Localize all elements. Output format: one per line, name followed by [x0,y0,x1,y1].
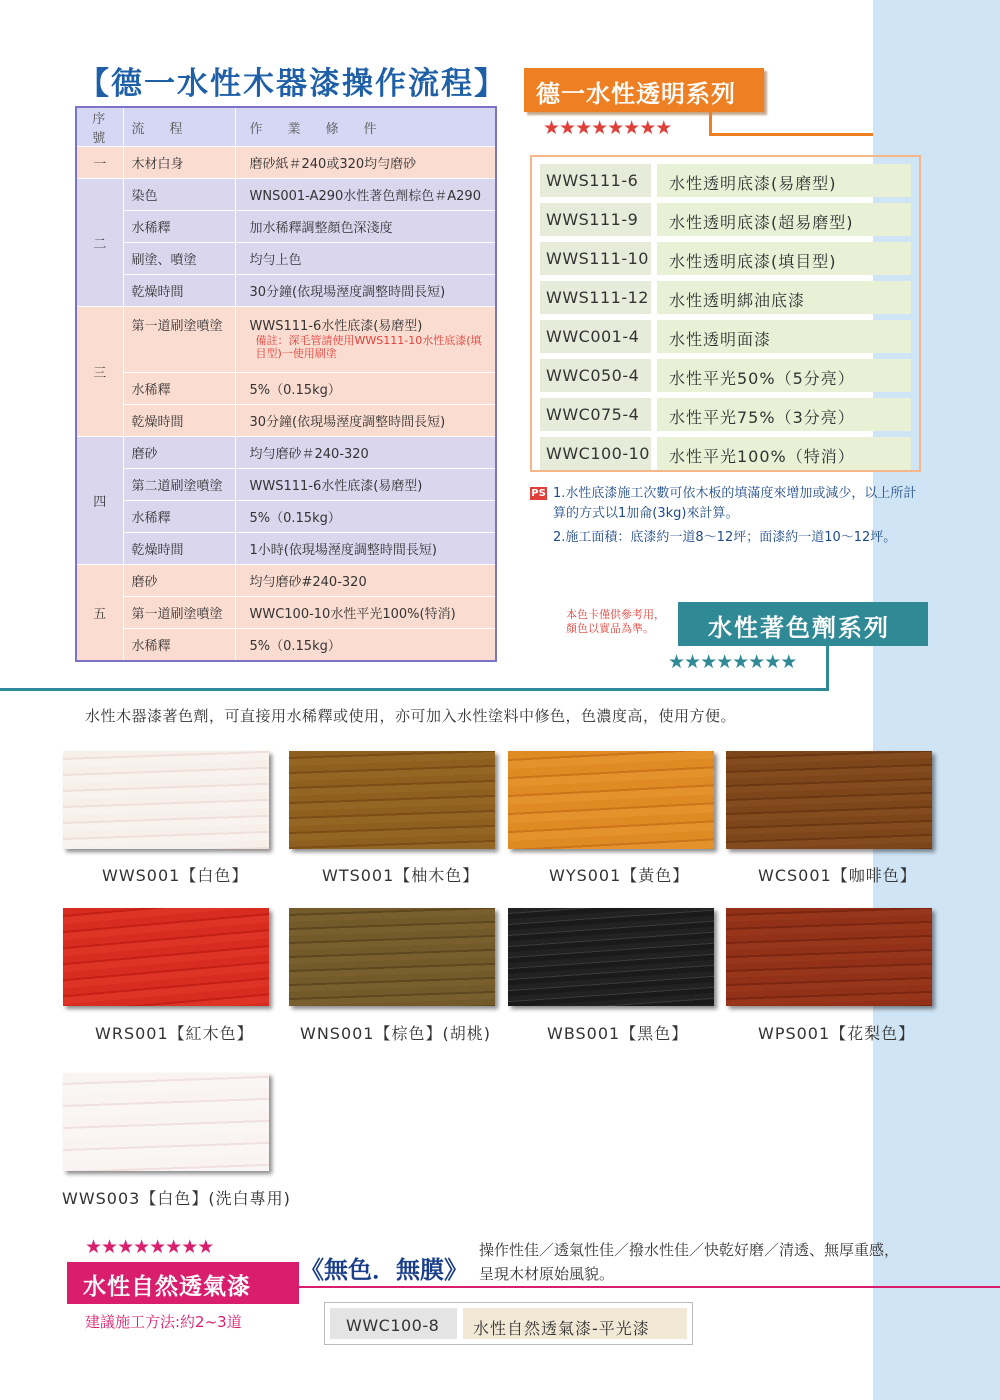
ps-notes [553,484,923,548]
product-code: WWC050-4 [540,359,651,392]
step-cell: 水稀釋 [123,373,235,405]
color-swatch [726,908,932,1006]
pink-divider [299,1286,1000,1288]
natural-slogan: 《無色．無膜》 [300,1256,468,1284]
swatch-label: WPS001【花梨色】 [758,1024,916,1043]
color-swatch [726,751,932,849]
header-process: 流 程 [123,107,235,147]
table-row [76,405,496,437]
table-row [76,629,496,661]
condition-cell: 1小時(依現場溼度調整時間長短) [235,533,496,565]
condition-cell: WWC100-10水性平光100%(特消) [235,597,496,629]
table-row [76,211,496,243]
list-item [540,398,911,431]
header-seq: 序號 [76,107,123,147]
color-swatch [63,751,269,849]
condition-cell: WWS111-6水性底漆(易磨型) [235,469,496,501]
product-code: WWS111-9 [540,203,651,236]
list-item [540,281,911,314]
condition-cell: 30分鐘(依現場溼度調整時間長短) [235,405,496,437]
product-name: 水性平光50%（5分亮） [657,359,911,392]
product-code: WWS111-10 [540,242,651,275]
table-row [76,179,496,211]
product-code: WWC100-10 [540,437,651,470]
group-num: 四 [76,437,123,565]
product-code: WWC075-4 [540,398,651,431]
condition-cell: 均勻磨砂#240-320 [235,565,496,597]
group-num: 三 [76,307,123,437]
swatch-label: WWS001【白色】 [102,866,249,885]
swatch-label: WTS001【柚木色】 [322,866,480,885]
table-row [76,469,496,501]
color-swatch [63,908,269,1006]
product-name: 水性平光75%（3分亮） [657,398,911,431]
natural-stars: ★★★★★★★★ [85,1236,214,1258]
color-swatch [63,1073,269,1171]
step-cell: 乾燥時間 [123,405,235,437]
step-cell: 第一道刷塗噴塗 [123,307,235,373]
step-cell: 水稀釋 [123,211,235,243]
natural-features [479,1238,979,1286]
swatch-label: WBS001【黑色】 [547,1024,689,1043]
stain-stars: ★★★★★★★★ [668,651,797,673]
condition-cell: 均勻磨砂＃240-320 [235,437,496,469]
list-item [540,437,911,470]
table-row [76,243,496,275]
table-row [76,565,496,597]
teal-divider [826,646,829,690]
list-item [540,203,911,236]
teal-divider [0,688,829,691]
transparent-product-list [530,155,921,472]
table-row [76,307,496,373]
product-name: 水性透明面漆 [657,320,911,353]
table-row [76,501,496,533]
page-title: 【德一水性木器漆操作流程】 [78,66,507,102]
condition-cell [235,307,496,373]
swatch-label: WRS001【紅木色】 [95,1024,254,1043]
stain-series-title: 水性著色劑系列 [678,602,928,646]
condition-cell: 5%（0.15kg） [235,501,496,533]
step-cell: 乾燥時間 [123,275,235,307]
table-row [76,597,496,629]
list-item [540,242,911,275]
group-num: 五 [76,565,123,661]
color-swatch [508,908,714,1006]
color-swatch [289,908,495,1006]
transparent-stars: ★★★★★★★★ [543,117,672,139]
process-table [75,106,497,662]
step-cell: 染色 [123,179,235,211]
table-row [76,147,496,179]
table-row [76,533,496,565]
reference-note-line: 顏色以實品為準。 [566,622,654,635]
table-row [76,275,496,307]
step-cell: 刷塗、噴塗 [123,243,235,275]
group-num: 一 [76,147,123,179]
step-cell: 水稀釋 [123,629,235,661]
product-code: WWC100-8 [330,1308,457,1339]
product-name: 水性透明底漆(填目型) [657,242,911,275]
step-cell: 磨砂 [123,565,235,597]
condition-cell: WNS001-A290水性著色劑棕色＃A290 [235,179,496,211]
step-cell: 水稀釋 [123,501,235,533]
swatch-label: WNS001【棕色】(胡桃) [300,1024,491,1043]
product-code: WWC001-4 [540,320,651,353]
list-item [540,320,911,353]
features-line: 操作性佳／透氣性佳／撥水性佳／快乾好磨／清透、無厚重感， [479,1241,900,1259]
condition-cell: 5%（0.15kg） [235,629,496,661]
product-name: 水性透明綁油底漆 [657,281,911,314]
step-cell: 第一道刷塗噴塗 [123,597,235,629]
list-item [540,359,911,392]
step-cell: 第二道刷塗噴塗 [123,469,235,501]
transparent-series-title: 德一水性透明系列 [524,68,764,112]
product-code: WWS111-12 [540,281,651,314]
swatch-label: WWS003【白色】(洗白專用) [62,1189,291,1208]
product-code: WWS111-6 [540,164,651,197]
ps-note-1: 1.水性底漆施工次數可依木板的填滿度來增加或減少，以上所計算的方式以1加侖(3kg)來計算。 [553,486,917,521]
product-name: 水性自然透氣漆-平光漆 [463,1308,687,1339]
table-row [76,437,496,469]
product-name: 水性透明底漆(超易磨型) [657,203,911,236]
condition-cell: 5%（0.15kg） [235,373,496,405]
step-cell: 乾燥時間 [123,533,235,565]
orange-divider [709,133,873,136]
condition-text: WWS111-6水性底漆(易磨型) [249,319,423,334]
natural-series-title: 水性自然透氣漆 [67,1262,299,1304]
condition-cell: 30分鐘(依現場溼度調整時間長短) [235,275,496,307]
step-cell: 磨砂 [123,437,235,469]
natural-product [324,1302,693,1345]
product-name: 水性透明底漆(易磨型) [657,164,911,197]
product-name: 水性平光100%（特消） [657,437,911,470]
color-swatch [508,751,714,849]
ps-icon: PS [531,488,546,499]
application-method: 建議施工方法:約2~3道 [85,1313,242,1331]
swatch-label: WCS001【咖啡色】 [758,866,917,885]
group-num: 二 [76,179,123,307]
stain-description: 水性木器漆著色劑，可直接用水稀釋或使用，亦可加入水性塗料中修色，色濃度高，使用方便。 [85,707,737,725]
reference-note [566,608,665,636]
condition-cell: 均勻上色 [235,243,496,275]
step-cell: 木材白身 [123,147,235,179]
header-condition: 作 業 條 件 [235,107,496,147]
condition-cell: 加水稀釋調整顏色深淺度 [235,211,496,243]
swatch-label: WYS001【黃色】 [549,866,690,885]
list-item [540,164,911,197]
color-swatch [289,751,495,849]
table-row [76,373,496,405]
condition-note: 備註：深毛管請使用WWS111-10水性底漆(填目型)一使用刷塗 [255,334,482,360]
condition-cell: 磨砂紙＃240或320均勻磨砂 [235,147,496,179]
features-line: 呈現木材原始風貌。 [479,1265,615,1283]
reference-note-line: 本色卡僅供參考用， [566,608,665,621]
ps-note-2: 2.施工面積：底漆約一道8～12坪；面漆約一道10～12坪。 [553,530,897,545]
